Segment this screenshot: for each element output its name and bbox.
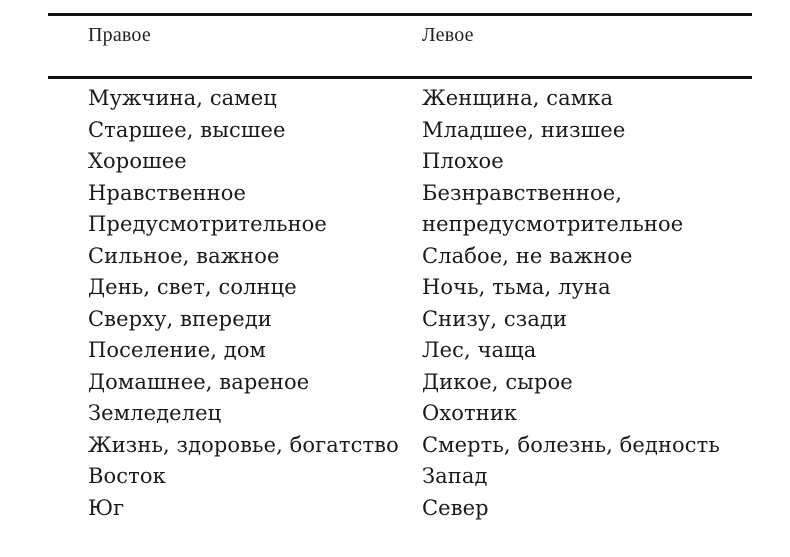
table-cell-right: Нравственное xyxy=(88,180,246,205)
table-cell-right: Старшее, высшее xyxy=(88,117,286,142)
table-top-rule xyxy=(48,13,752,16)
table-cell-left: Дикое, сырое xyxy=(422,369,573,394)
table-cell-left: Безнравственное, xyxy=(422,180,623,205)
table-cell-left: непредусмотрительное xyxy=(422,212,684,236)
table-cell-right: Предусмотрительное xyxy=(88,212,327,236)
table-cell-right: Земледелец xyxy=(88,401,222,425)
table-cell-left: Женщина, самка xyxy=(422,86,614,110)
table-cell-left: Охотник xyxy=(422,401,518,425)
table-cell-right: Сверху, впереди xyxy=(88,306,272,331)
right-side-column xyxy=(88,83,399,524)
table-cell-left: Запад xyxy=(422,464,488,488)
table-cell-right: Хорошее xyxy=(88,149,187,173)
table-cell-right: Домашнее, вареное xyxy=(88,369,310,394)
table-cell-left: Смерть, болезнь, бедность xyxy=(422,432,720,457)
table-cell-right: Поселение, дом xyxy=(88,338,266,362)
table-cell-left: Север xyxy=(422,495,489,520)
table-cell-left: Ночь, тьма, луна xyxy=(422,275,611,299)
column-header-right-side: Правое xyxy=(88,24,151,46)
table-cell-left: Плохое xyxy=(422,149,504,173)
table-cell-left: Младшее, низшее xyxy=(422,117,626,142)
table-cell-right: Юг xyxy=(88,495,125,520)
table-cell-left: Слабое, не важное xyxy=(422,243,633,268)
table-cell-right: Восток xyxy=(88,464,166,488)
table-cell-right: Жизнь, здоровье, богатство xyxy=(88,432,399,457)
table-cell-right: День, свет, солнце xyxy=(88,275,297,299)
table-header-rule xyxy=(48,76,752,79)
left-side-column xyxy=(422,83,720,524)
table-cell-right: Сильное, важное xyxy=(88,243,280,268)
column-header-left-side: Левое xyxy=(422,24,474,46)
table-cell-right: Мужчина, самец xyxy=(88,86,277,110)
table-cell-left: Лес, чаща xyxy=(422,338,537,362)
table-cell-left: Снизу, сзади xyxy=(422,306,568,331)
